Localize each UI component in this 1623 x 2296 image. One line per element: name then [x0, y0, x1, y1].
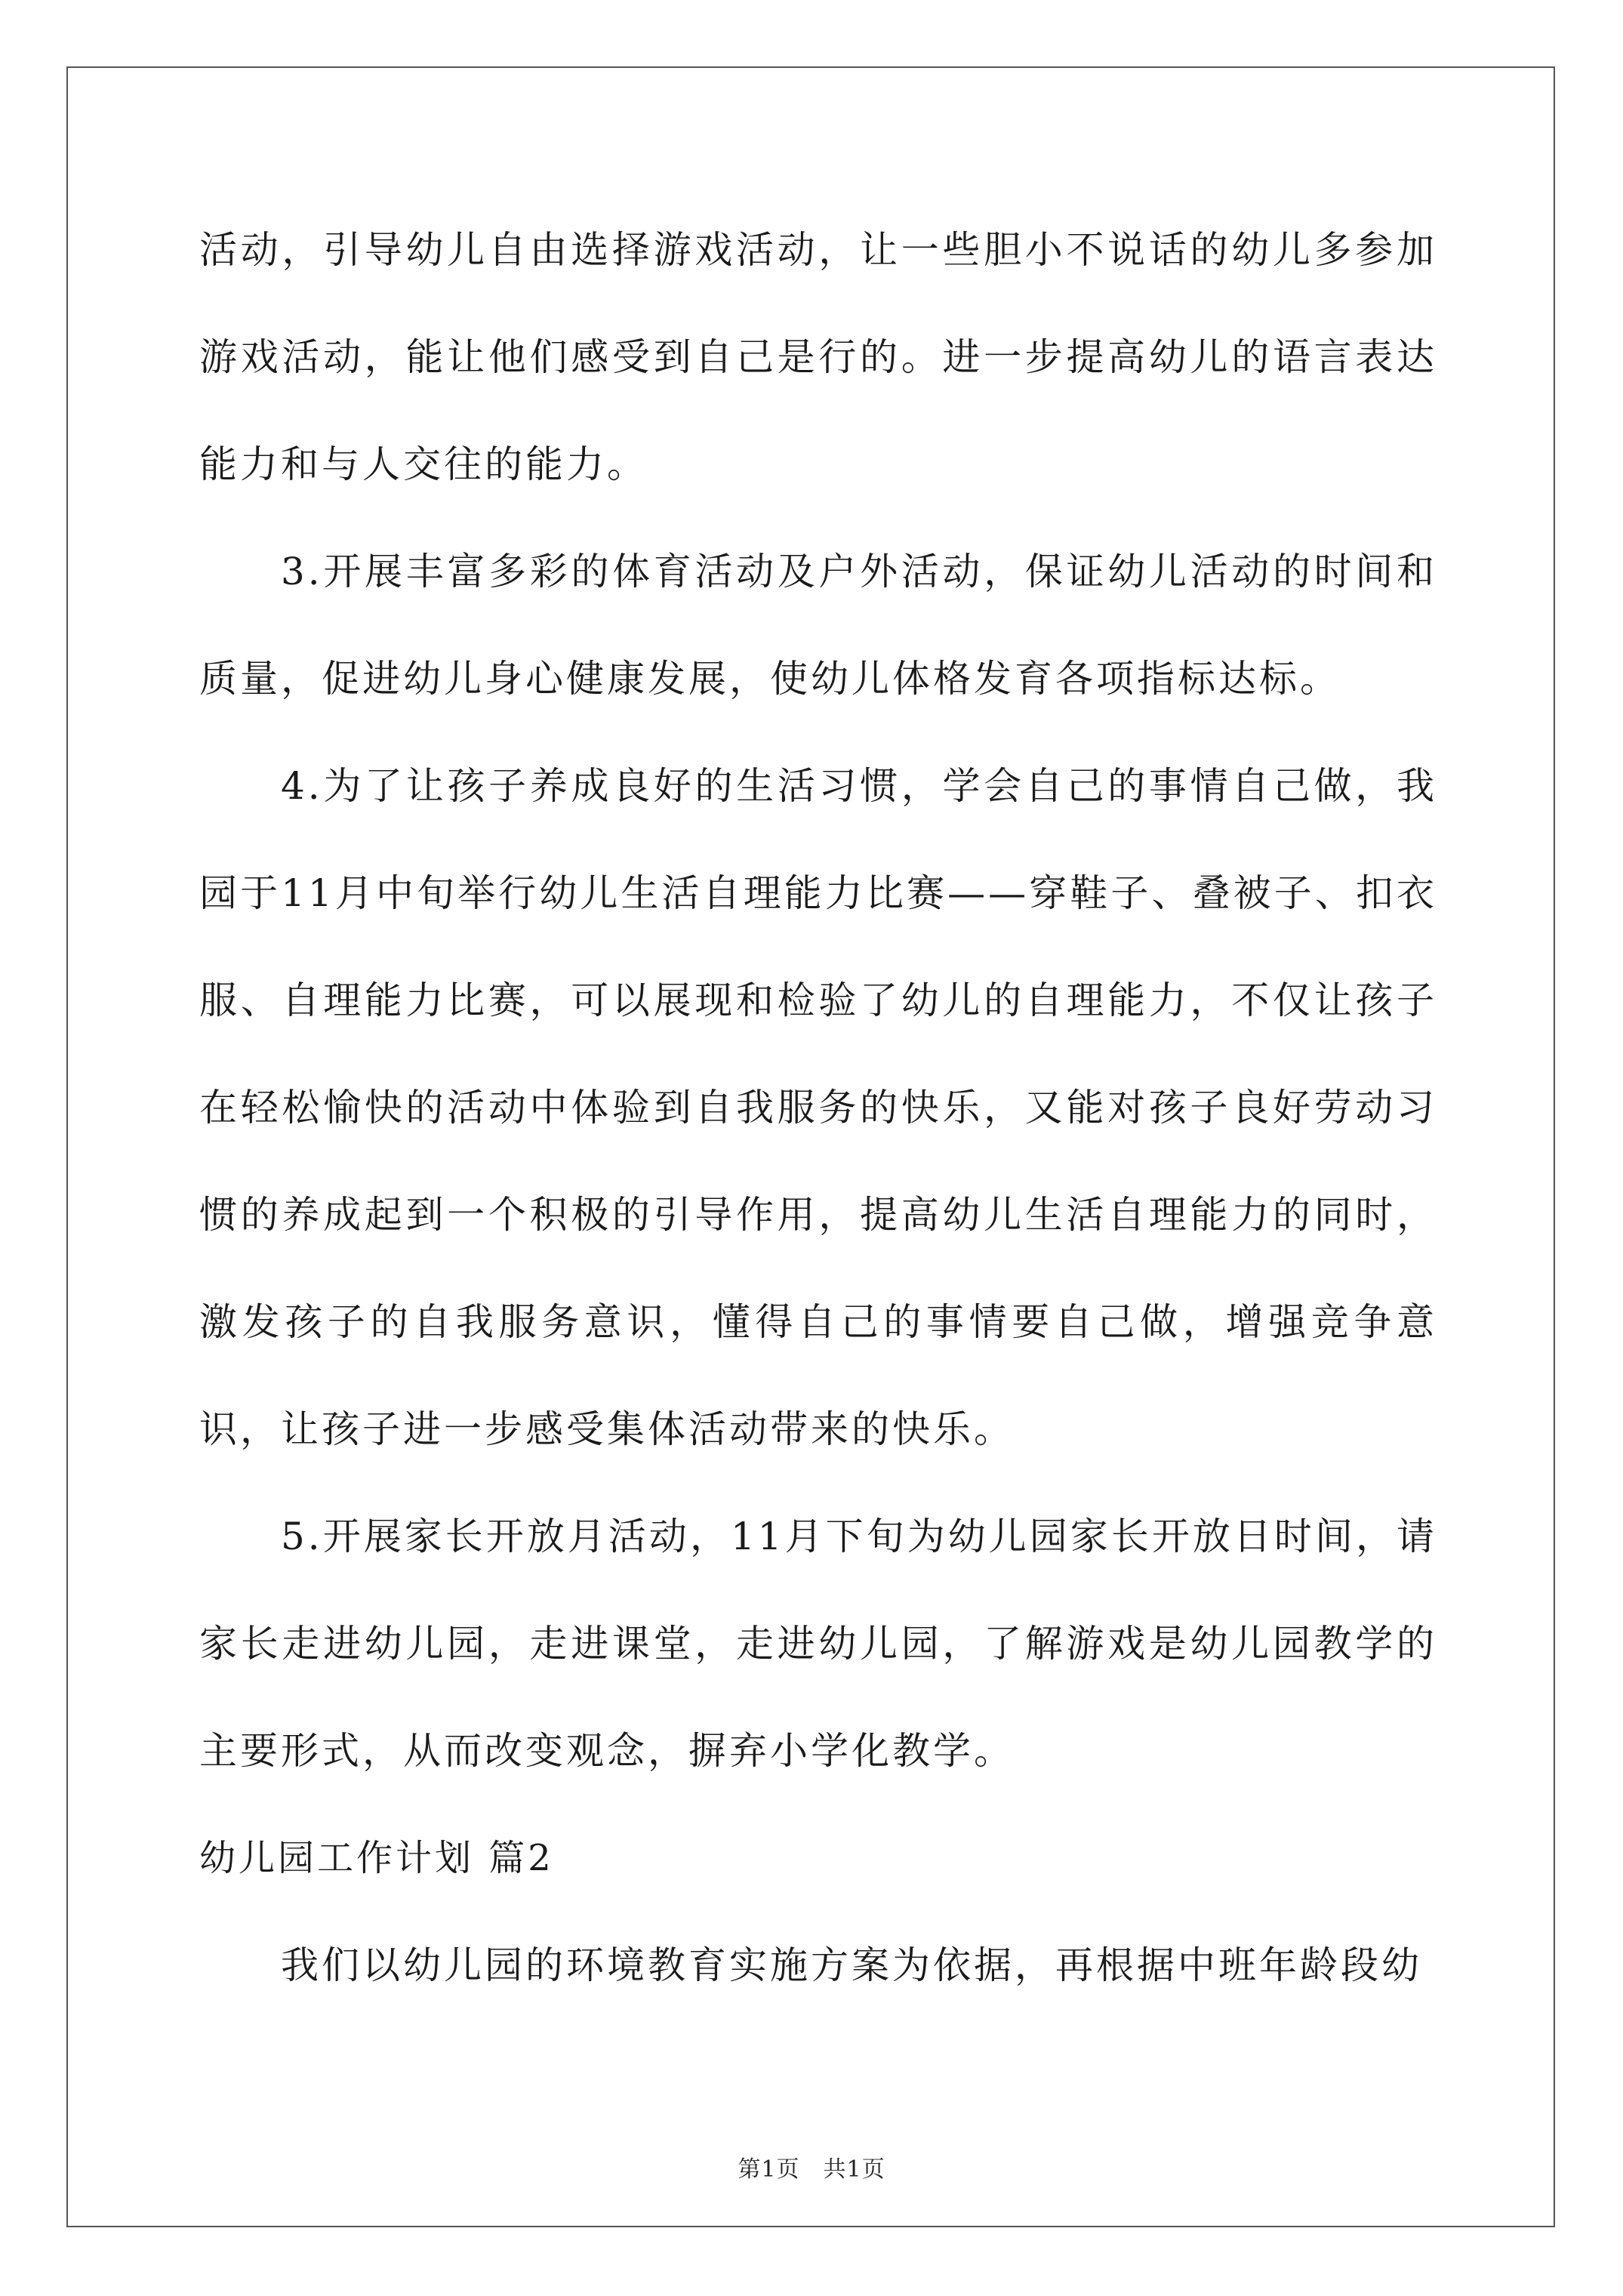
paragraph-item-5: 5.开展家长开放月活动，11月下旬为幼儿园家长开放日时间，请家长走进幼儿园，走进课堂，走进幼儿园，了解游戏是幼儿园教学的主要形式，从而改变观念，摒弃小学化教学。: [199, 1515, 1437, 1773]
paragraph-item-3: 3.开展丰富多彩的体育活动及户外活动，保证幼儿活动的时间和质量，促进幼儿身心健康发展，使幼儿体格发育各项指标达标。: [199, 550, 1437, 701]
document-body: [199, 196, 1437, 2019]
paragraph-item-4: 4.为了让孩子养成良好的生活习惯，学会自己的事情自己做，我园于11月中旬举行幼儿生活自理能力比赛——穿鞋子、叠被子、扣衣服、自理能力比赛，可以展现和检验了幼儿的自理能力，不仅让孩子在轻松愉快的活动中体验到自我服务的快乐，又能对孩子良好劳动习惯的养成起到一个积极的引导作用，提高幼儿生活自理能力的同时，激发孩子的自我服务意识，懂得自己的事情要自己做，增强竞争意识，让孩子进一步感受集体活动带来的快乐。: [199, 764, 1437, 1451]
paragraph-continuation: 活动，引导幼儿自由选择游戏活动，让一些胆小不说话的幼儿多参加游戏活动，能让他们感受到自己是行的。进一步提高幼儿的语言表达能力和与人交往的能力。: [199, 228, 1437, 486]
paragraph-intro: 我们以幼儿园的环境教育实施方案为依据，再根据中班年龄段幼: [281, 1943, 1422, 1987]
section-heading: 幼儿园工作计划 篇2: [199, 1837, 554, 1879]
page-footer: 第1页 共1页: [738, 2156, 885, 2183]
